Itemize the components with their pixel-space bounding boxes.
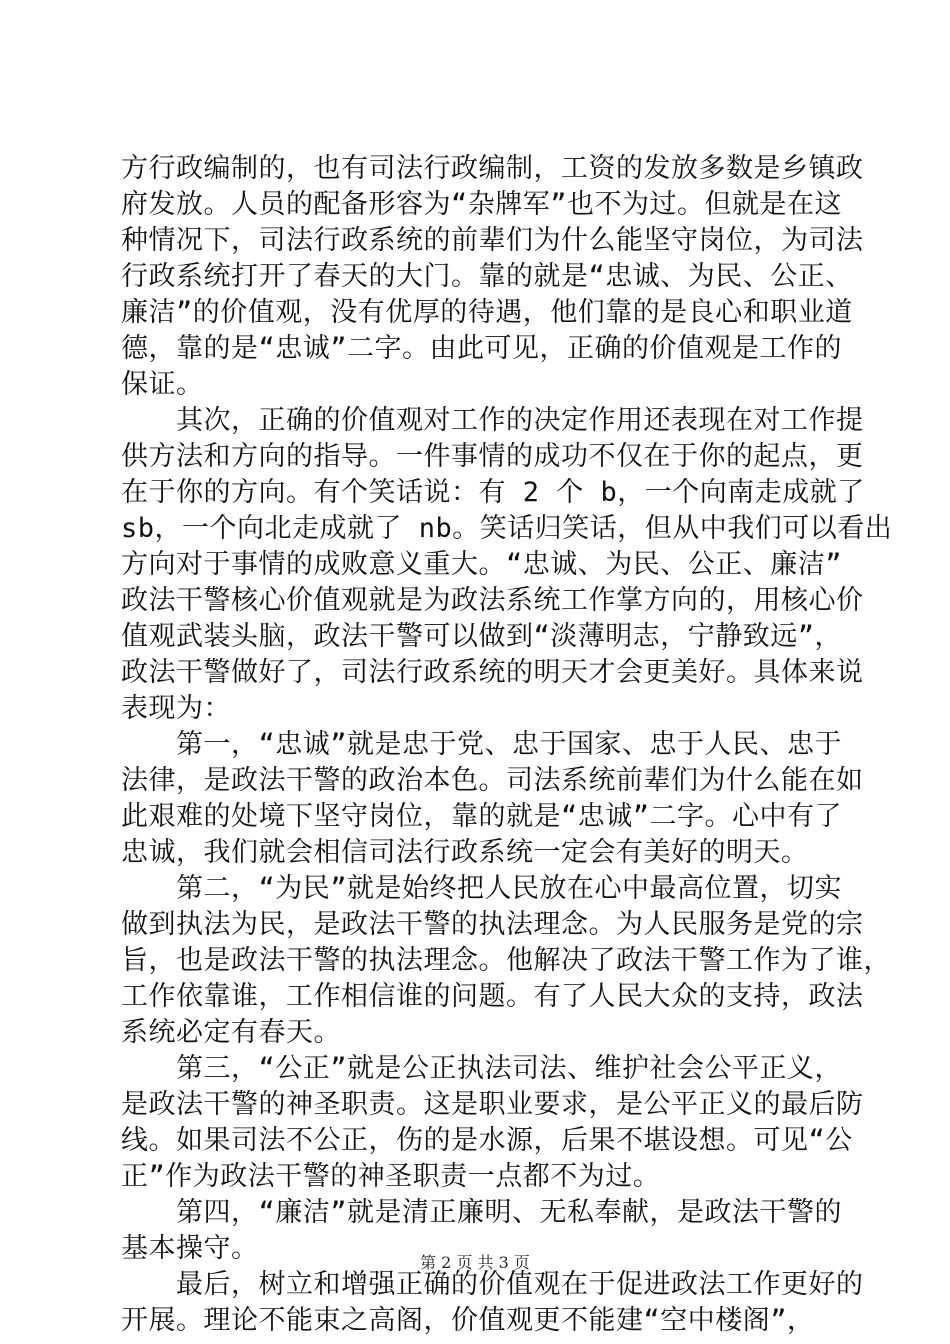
text-line: 行政系统打开了春天的大门。靠的就是“忠诚、为民、公正、 [121,261,853,292]
document-body [121,151,893,1339]
text-line: 表现为： [121,693,231,724]
text-line: 值观武装头脑，政法干警可以做到“淡薄明志，宁静致远”， [121,621,843,652]
text-line: 政法干警做好了，司法行政系统的明天才会更美好。具体来说 [121,657,864,688]
text-line: 第四，“廉洁”就是清正廉明、无私奉献，是政法干警的 [121,1197,843,1228]
text-line: 德，靠的是“忠诚”二字。由此可见，正确的价值观是工作的 [121,333,843,364]
text-line: 最后，树立和增强正确的价值观在于促进政法工作更好的 [121,1269,864,1300]
text-line: 开展。理论不能束之高阁，价值观更不能建“空中楼阁”， [121,1305,815,1336]
text-line: 其次，正确的价值观对工作的决定作用还表现在对工作提 [121,405,864,436]
text-line: 此艰难的处境下坚守岗位，靠的就是“忠诚”二字。心中有了 [121,801,843,832]
text-line: 廉洁”的价值观，没有优厚的待遇，他们靠的是良心和职业道 [121,297,853,328]
text-line: 是政法干警的神圣职责。这是职业要求，是公平正义的最后防 [121,1089,864,1120]
text-line: 府发放。人员的配备形容为“杂牌军”也不为过。但就是在这 [121,189,843,220]
text-line: 第三，“公正”就是公正执法司法、维护社会公平正义， [121,1053,843,1084]
text-line: 供方法和方向的指导。一件事情的成功不仅在于你的起点，更 [121,441,864,472]
text-line: 忠诚，我们就会相信司法行政系统一定会有美好的明天。 [121,837,809,868]
text-line: 政法干警核心价值观就是为政法系统工作掌方向的，用核心价 [121,585,864,616]
text-line: 方向对于事情的成败意义重大。“忠诚、为民、公正、廉洁” [121,549,843,580]
text-line: 旨，也是政法干警的执法理念。他解决了政法干警工作为了谁， [121,945,891,976]
text-line: sb，一个向北走成就了 nb。笑话归笑话，但从中我们可以看出 [121,513,893,544]
text-line: 系统必定有春天。 [121,1017,341,1048]
text-line: 正”作为政法干警的神圣职责一点都不为过。 [121,1161,661,1192]
text-line: 第二，“为民”就是始终把人民放在心中最高位置，切实 [121,873,843,904]
page-number-footer: 第 2 页 共 3 页 [420,1253,530,1272]
text-line: 工作依靠谁，工作相信谁的问题。有了人民大众的支持，政法 [121,981,864,1012]
text-line: 基本操守。 [121,1233,259,1264]
text-line: 方行政编制的，也有司法行政编制，工资的发放多数是乡镇政 [121,153,864,184]
text-line: 线。如果司法不公正，伤的是水源，后果不堪设想。可见“公 [121,1125,853,1156]
text-line: 第一，“忠诚”就是忠于党、忠于国家、忠于人民、忠于 [121,729,843,760]
text-line: 做到执法为民，是政法干警的执法理念。为人民服务是党的宗 [121,909,864,940]
text-line: 种情况下，司法行政系统的前辈们为什么能坚守岗位，为司法 [121,225,864,256]
text-line: 在于你的方向。有个笑话说：有 2 个 b，一个向南走成就了 [121,477,865,508]
text-line: 法律，是政法干警的政治本色。司法系统前辈们为什么能在如 [121,765,864,796]
text-line: 保证。 [121,369,204,400]
